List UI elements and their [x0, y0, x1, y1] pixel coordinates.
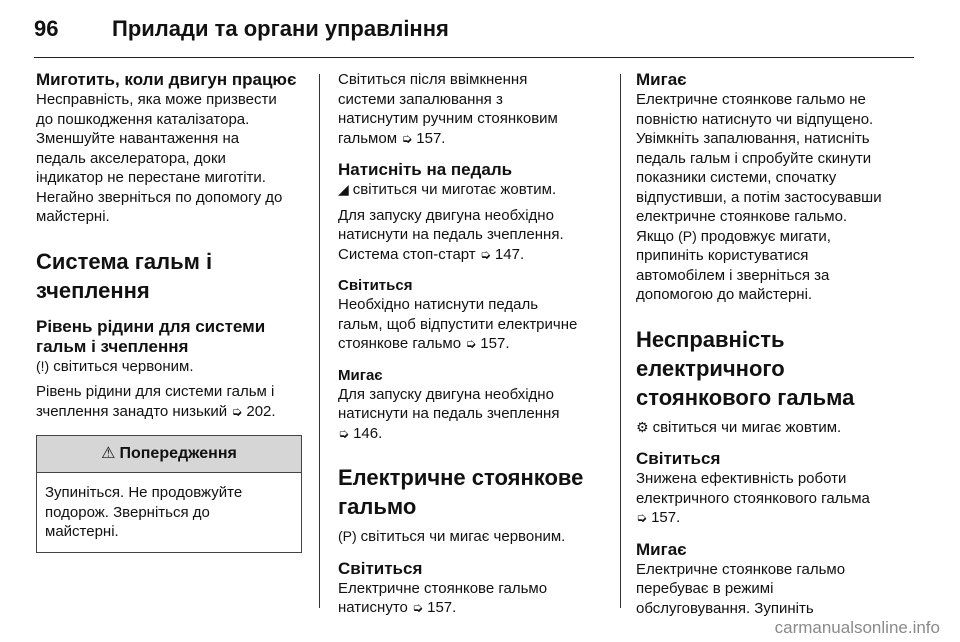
section-heading-electric-parking-brake: Електричне стоянкове гальмо	[338, 465, 584, 519]
status-line: (!) світиться червоним.	[36, 357, 194, 375]
column-1	[36, 70, 306, 553]
subheading-lit: Світиться	[338, 558, 423, 578]
paragraph: Знижена ефективність роботи електричного стоянкового гальма ➭ 157.	[636, 470, 870, 526]
paragraph: Рівень рідини для системи гальм і зчеплення занадто низький ➭ 202.	[36, 383, 276, 420]
warning-triangle-icon: ⚠	[101, 445, 116, 463]
column-3	[636, 70, 916, 618]
header-rule	[34, 57, 914, 58]
section-heading-brakes: Система гальм і зчеплення	[36, 248, 213, 303]
page-header	[34, 16, 914, 56]
paragraph: Несправність, яка може призвести до пошкодження каталізатора. Зменшуйте навантаження на педаль акселератора, доки індикатор не перестане миготіти. Негайно зверніться по допомогу до майстерні.	[36, 91, 283, 225]
heading-flashing-engine: Миготить, коли двигун працює	[36, 70, 297, 89]
subheading-flashing: Мигає	[338, 366, 383, 384]
watermark: carmanualsonline.info	[774, 618, 940, 637]
column-divider-1	[319, 74, 320, 608]
paragraph: Для запуску двигуна необхідно натиснути на педаль зчеплення ➭ 146.	[338, 385, 560, 442]
column-divider-2	[620, 74, 621, 608]
page-ref-icon: ➭	[231, 403, 243, 419]
page-ref-icon: ➭	[479, 246, 491, 262]
paragraph: Для запуску двигуна необхідно натиснути на педаль зчеплення. Система стоп-старт ➭ 147.	[338, 206, 564, 263]
subheading-lit: Світиться	[636, 449, 721, 468]
warning-body: Зупиніться. Не продовжуйте подорож. Зверніться до майстерні.	[45, 484, 243, 540]
brake-warning-icon: (!)	[36, 357, 50, 374]
page-title: Прилади та органи управління	[112, 16, 449, 41]
paragraph: Електричне стоянкове гальмо натиснуто ➭ 157.	[338, 579, 548, 616]
warning-header: ⚠ Попередження	[37, 436, 301, 473]
page-ref-icon: ➭	[636, 510, 647, 525]
brake-fault-icon: ⚙	[636, 418, 649, 435]
parking-brake-icon: (P)	[678, 227, 697, 244]
section-heading-epb-fault: Несправність електричного стоянкового гальма	[636, 326, 855, 410]
paragraph: Електричне стоянкове гальмо не повністю натиснуто чи відпущено. Увімкніть запалювання, натисніть педаль гальм і спробуйте скинути показники системи, спочатку відпустивши, а потім застосувавши електричне стоянкове гальмо. Якщо (P) продовжує мигати, припиніть користуватися автомобілем і зверніться за допомогою до майстерні.	[636, 91, 882, 303]
page-ref-icon: ➭	[401, 130, 413, 146]
page-number: 96	[34, 16, 59, 41]
status-line: ⚙ світиться чи мигає жовтим.	[636, 418, 842, 436]
status-line: ◢ світиться чи миготає жовтим.	[338, 181, 557, 198]
subheading-brake-fluid: Рівень рідини для системи гальм і зчеплення	[36, 316, 266, 356]
page-ref-icon: ➭	[338, 425, 349, 441]
heading-press-pedal: Натисніть на педаль	[338, 160, 513, 179]
page-ref-icon: ➭	[412, 600, 423, 615]
foot-pedal-icon: ◢	[338, 181, 349, 197]
subheading-flashing: Мигає	[636, 539, 687, 559]
paragraph: Світиться після ввімкнення системи запалювання з натиснутим ручним стоянковим гальмом ➭ 157.	[338, 71, 558, 147]
subheading-flashing: Мигає	[636, 70, 687, 89]
paragraph: Необхідно натиснути педаль гальм, щоб відпустити електричне стоянкове гальмо ➭ 157.	[338, 296, 578, 352]
column-2	[338, 70, 608, 618]
paragraph: Електричне стоянкове гальмо перебуває в режимі обслуговування. Зупиніть	[636, 560, 846, 617]
parking-brake-icon: (P)	[338, 528, 357, 544]
subheading-lit: Світиться	[338, 277, 413, 294]
warning-box	[36, 435, 302, 553]
page-ref-icon: ➭	[465, 336, 477, 351]
status-line: (P) світиться чи мигає червоним.	[338, 528, 566, 545]
